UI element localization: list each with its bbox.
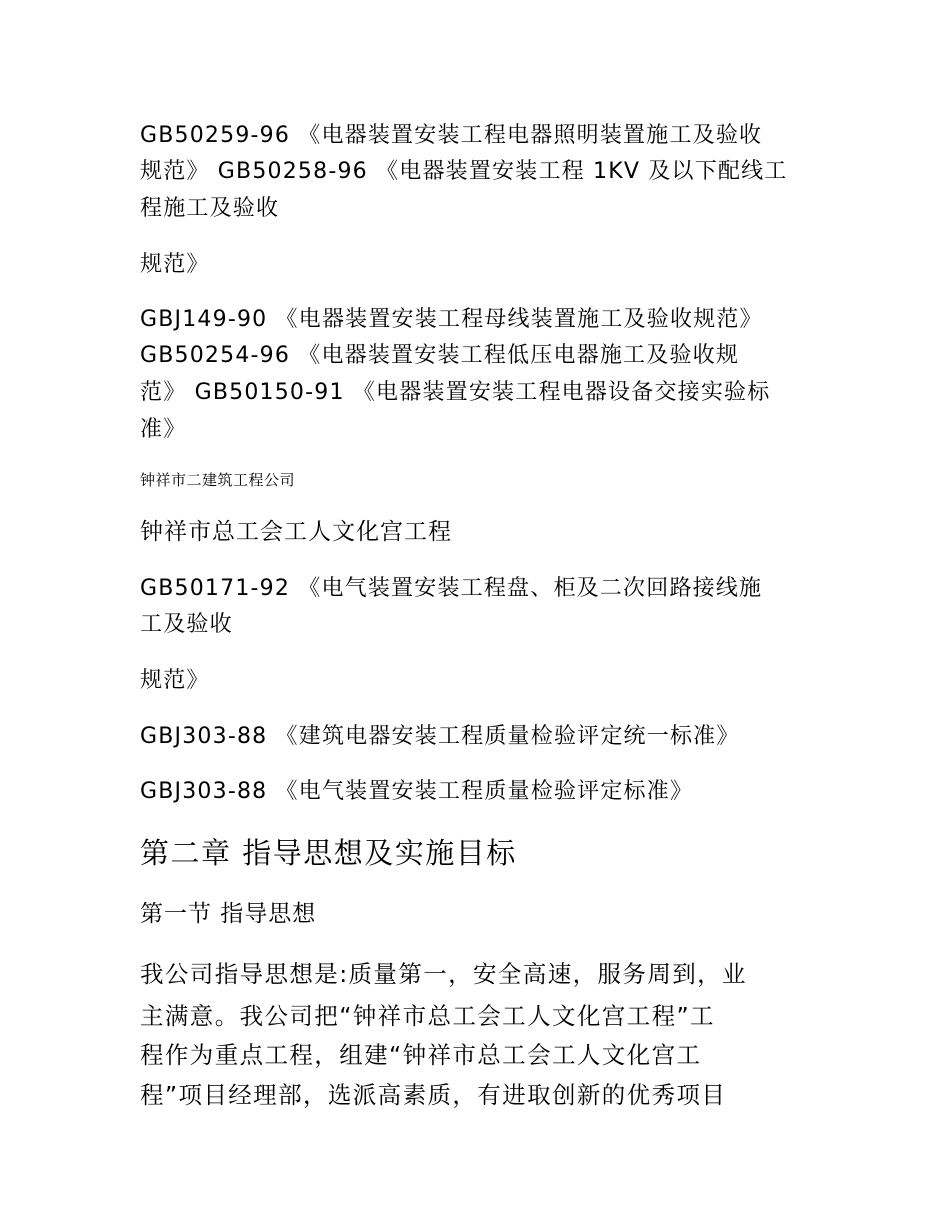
text-line: 规范》 GB50258-96 《电器装置安装工程 1KV 及以下配线工: [140, 159, 788, 184]
text-line: 规范》: [140, 668, 210, 693]
text-line: 准》: [140, 417, 187, 442]
text-line: GBJ303-88 《建筑电器安装工程质量检验评定统一标准》: [140, 724, 740, 749]
text-line: 规范》: [140, 252, 210, 277]
text-line: 范》 GB50150-91 《电器装置安装工程电器设备交接实验标: [140, 380, 771, 405]
paragraph-line: 程”项目经理部，选派高素质，有进取创新的优秀项目: [140, 1081, 727, 1109]
text-line: GBJ303-88 《电气装置安装工程质量检验评定标准》: [140, 779, 694, 804]
company-name: 钟祥市二建筑工程公司: [140, 471, 296, 489]
paragraph-line: 程作为重点工程，组建“钟祥市总工会工人文化宫工: [140, 1041, 702, 1069]
paragraph-line: 我公司指导思想是:质量第一，安全高速，服务周到，业: [140, 960, 747, 988]
text-line: GB50259-96 《电器装置安装工程电器照明装置施工及验收: [140, 123, 763, 148]
chapter-heading: 第二章 指导思想及实施目标: [140, 836, 517, 870]
text-line: GB50171-92 《电气装置安装工程盘、柜及二次回路接线施: [140, 576, 763, 601]
paragraph-line: 主满意。我公司把“钟祥市总工会工人文化宫工程”工: [140, 1002, 715, 1030]
text-line: GBJ149-90 《电器装置安装工程母线装置施工及验收规范》: [140, 307, 763, 332]
text-line: GB50254-96 《电器装置安装工程低压电器施工及验收规: [140, 343, 740, 368]
project-name: 钟祥市总工会工人文化宫工程: [140, 519, 452, 545]
text-line: 工及验收: [140, 612, 233, 637]
text-line: 程施工及验收: [140, 196, 280, 221]
section-heading: 第一节 指导思想: [140, 901, 317, 927]
